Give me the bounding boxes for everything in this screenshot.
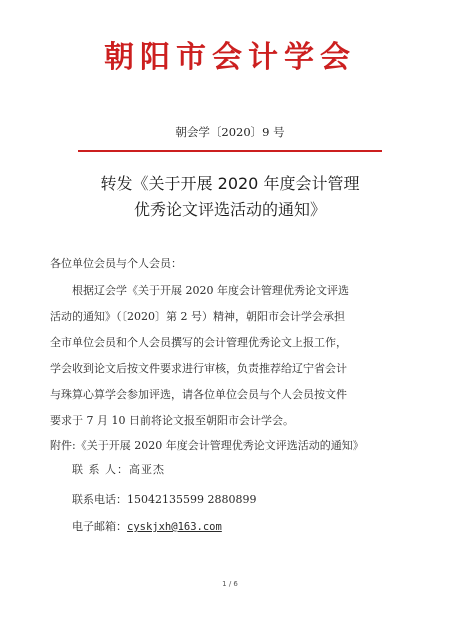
contact-email-row [72,519,222,535]
document-number: 朝会学〔2020〕9 号 [175,125,285,139]
contact-person: 联 系 人：高亚杰 [72,463,165,476]
contact-phone: 联系电话：15042135599 2880899 [72,493,257,506]
letterhead-red-rule [78,150,382,152]
paragraph-line: 根据辽会学《关于开展 2020 年度会计管理优秀论文评选 [72,284,349,297]
org-letterhead-title: 朝阳市会计学会 [104,40,356,75]
contact-email-link[interactable]: cyskjxh@163.com [127,521,222,533]
contact-email-label: 电子邮箱： [72,520,127,533]
attachment-line: 附件:《关于开展 2020 年度会计管理优秀论文评选活动的通知》 [50,439,364,452]
paragraph-line: 与珠算心算学会参加评选，请各位单位会员与个人会员按文件 [50,388,347,401]
salutation: 各位单位会员与个人会员： [50,257,182,270]
paragraph-line: 要求于 7 月 10 日前将论文报至朝阳市会计学会。 [50,414,294,427]
page-number: 1 / 6 [222,580,238,588]
paragraph-line: 活动的通知》（〔2020〕第 2 号）精神，朝阳市会计学会承担 [50,310,345,323]
document-title-line-2: 优秀论文评选活动的通知》 [133,200,326,219]
document-title-line-1: 转发《关于开展 2020 年度会计管理 [100,174,360,193]
paragraph-line: 学会收到论文后按文件要求进行审核，负责推荐给辽宁省会计 [50,362,347,375]
paragraph-line: 全市单位会员和个人会员撰写的会计管理优秀论文上报工作， [50,336,347,349]
